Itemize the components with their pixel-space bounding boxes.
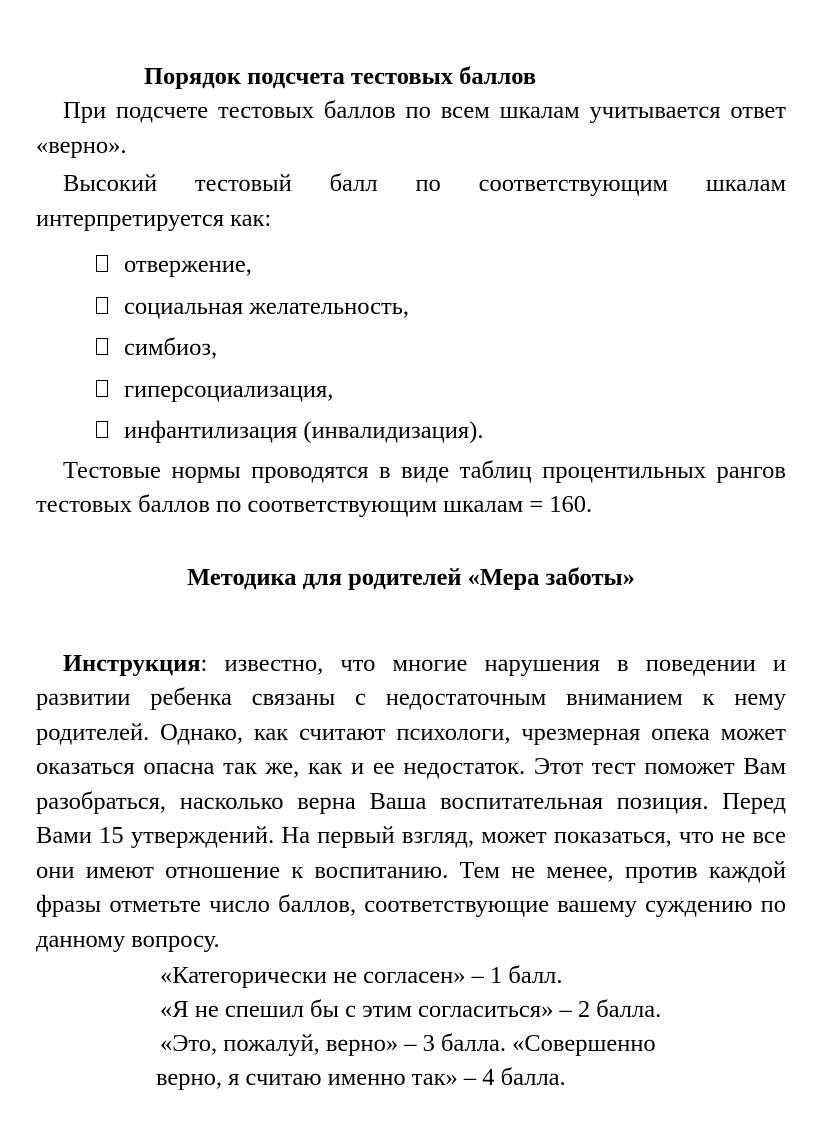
- score-line: «Категорически не согласен» – 1 балл.: [160, 962, 563, 989]
- paragraph-test-norms: Тестовые нормы проводятся в виде таблиц процентильных рангов тестовых баллов по соответствующим шкалам = 160.: [36, 456, 786, 518]
- score-scale: [36, 959, 786, 1095]
- paragraph-instruction: [36, 647, 786, 958]
- list-item: [96, 369, 786, 411]
- list-item: [96, 244, 786, 286]
- paragraph-scoring-rule: При подсчете тестовых баллов по всем шкалам учитывается ответ «верно».: [36, 97, 786, 159]
- checkbox-bullet-icon: [96, 255, 108, 272]
- checkbox-bullet-icon: [96, 338, 108, 355]
- list-item: [96, 327, 786, 369]
- list-item-label: инфантилизация (инвалидизация).: [124, 417, 484, 444]
- score-line: «Это, пожалуй, верно» – 3 балла. «Совершенно: [160, 1030, 656, 1057]
- list-item: [96, 410, 786, 452]
- checkbox-bullet-icon: [96, 421, 108, 438]
- score-line: «Я не спешил бы с этим согласиться» – 2 балла.: [160, 996, 662, 1023]
- paragraph-high-score: Высокий тестовый балл по соответствующим шкалам интерпретируется как:: [36, 170, 786, 232]
- list-item-label: социальная желательность,: [124, 292, 409, 320]
- list-item: [96, 286, 786, 328]
- instruction-text: : известно, что многие нарушения в поведении и развитии ребенка связаны с недостаточным вниманием к нему родителей. Однако, как считают психологи, чрезмерная опека может оказаться опасна так же, как и ее недостаток. Этот тест поможет Вам разобраться, насколько верна Ваша воспитательная позиция. Перед Вами 15 утверждений. На первый взгляд, может показаться, что не все они имеют отношение к воспитанию. Тем не менее, против каждой фразы отметьте число баллов, соответствующие вашему суждению по данному вопросу.: [36, 649, 786, 953]
- section-title-scoring: Порядок подсчета тестовых баллов: [144, 63, 537, 90]
- section-title-method: Методика для родителей «Мера заботы»: [187, 563, 635, 591]
- list-item-label: симбиоз,: [124, 334, 218, 361]
- list-item-label: отвержение,: [124, 251, 252, 278]
- instruction-label: Инструкция: [63, 649, 201, 677]
- checkbox-bullet-icon: [96, 297, 108, 314]
- list-item-label: гиперсоциализация,: [124, 375, 334, 403]
- interpretation-list: [36, 244, 786, 452]
- document-page: [36, 60, 786, 1095]
- checkbox-bullet-icon: [96, 380, 108, 397]
- score-line: верно, я считаю именно так» – 4 балла.: [156, 1064, 566, 1091]
